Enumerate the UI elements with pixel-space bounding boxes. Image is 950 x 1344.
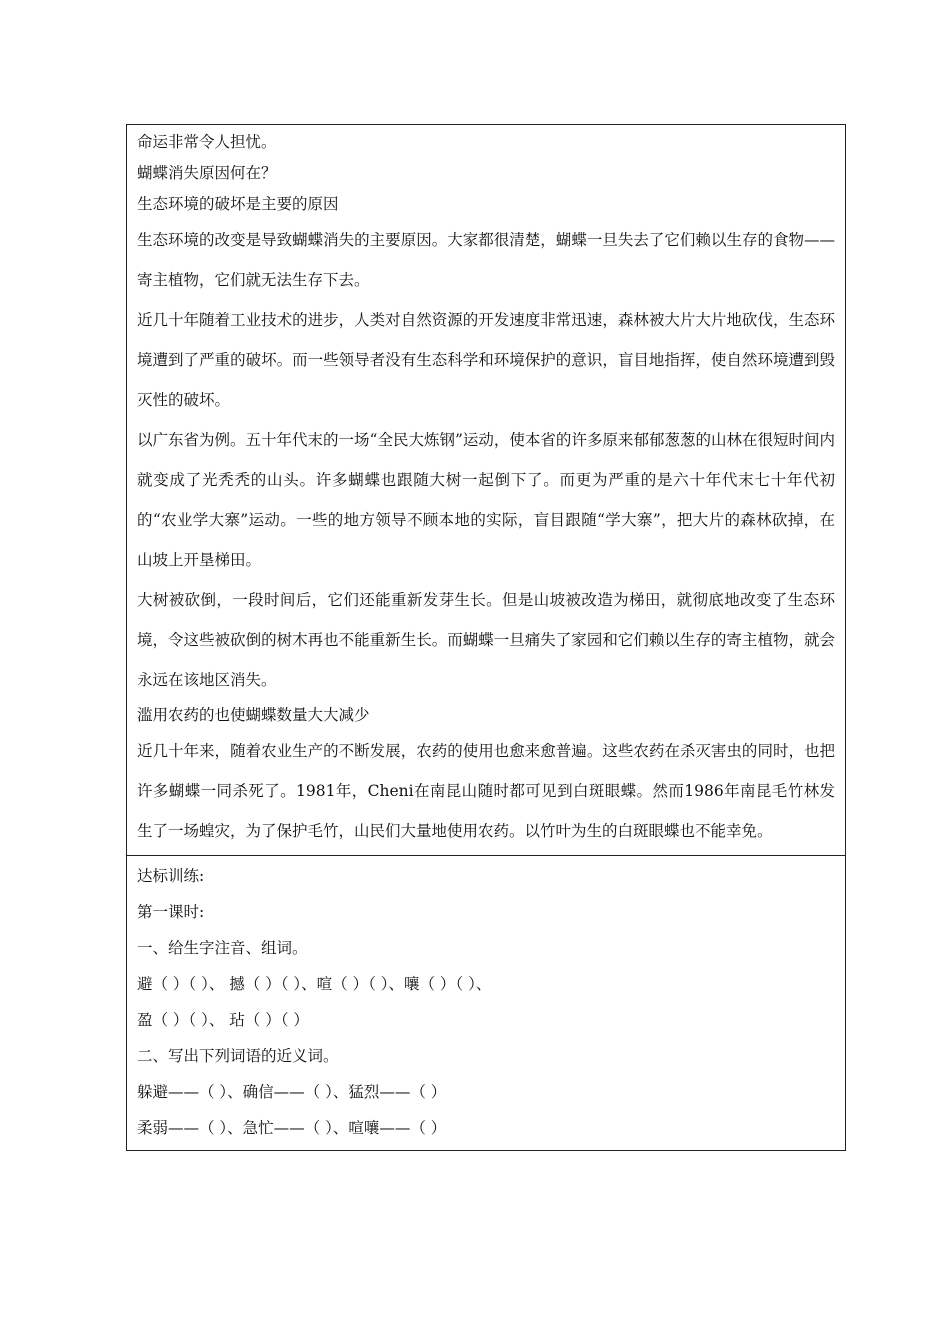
question-2-row: 躲避——（ ）、确信——（ ）、猛烈——（ ） [137, 1083, 447, 1101]
paragraph: 以广东省为例。五十年代末的一场“全民大炼钢”运动，使本省的许多原来郁郁葱葱的山林在很短时间内就变成了光秃秃的山头。许多蝴蝶也跟随大树一起倒下了。而更为严重的是六十年代末七十年代初的“农业学大寨”运动。一些的地方领导不顾本地的实际，盲目跟随“学大寨”，把大片的森林砍掉，在山坡上开垦梯田。 [137, 431, 835, 569]
question-2-row: 柔弱——（ ）、急忙——（ ）、喧嚷——（ ） [137, 1119, 447, 1137]
subheading: 生态环境的破坏是主要的原因 [137, 195, 339, 213]
lesson-label: 第一课时: [137, 903, 205, 921]
question-1-row: 盈（ ）（ ）、 玷（ ）（ ） [137, 1011, 309, 1029]
text-line: 命运非常令人担忧。 [137, 133, 277, 151]
subheading: 滥用农药的也使蝴蝶数量大大减少 [137, 706, 370, 724]
question-heading: 蝴蝶消失原因何在？ [137, 164, 277, 182]
document-table [126, 124, 846, 1151]
question-1-row: 避（ ）（ ）、 撼（ ）（ ）、喧（ ）（ ）、嚷（ ）（ ）、 [137, 975, 492, 993]
paragraph: 大树被砍倒，一段时间后，它们还能重新发芽生长。但是山坡被改造为梯田，就彻底地改变了生态环境，令这些被砍倒的树木再也不能重新生长。而蝴蝶一旦痛失了家园和它们赖以生存的寄主植物，就会永远在该地区消失。 [137, 591, 835, 689]
question-2-title: 二、写出下列词语的近义词。 [137, 1047, 339, 1065]
reading-cell [127, 125, 845, 855]
paragraph: 近几十年随着工业技术的进步，人类对自然资源的开发速度非常迅速，森林被大片大片地砍伐，生态环境遭到了严重的破坏。而一些领导者没有生态科学和环境保护的意识，盲目地指挥，使自然环境遭到毁灭性的破坏。 [137, 311, 835, 409]
question-1-title: 一、给生字注音、组词。 [137, 939, 308, 957]
exercise-cell [127, 855, 845, 1150]
exercise-title: 达标训练: [137, 867, 205, 885]
paragraph: 生态环境的改变是导致蝴蝶消失的主要原因。大家都很清楚，蝴蝶一旦失去了它们赖以生存的食物——寄主植物，它们就无法生存下去。 [137, 231, 835, 289]
paragraph: 近几十年来，随着农业生产的不断发展，农药的使用也愈来愈普遍。这些农药在杀灭害虫的同时，也把许多蝴蝶一同杀死了。1981年，Cheni在南昆山随时都可见到白斑眼蝶。然而1986年南昆毛竹林发生了一场蝗灾，为了保护毛竹，山民们大量地使用农药。以竹叶为生的白斑眼蝶也不能幸免。 [137, 742, 835, 840]
